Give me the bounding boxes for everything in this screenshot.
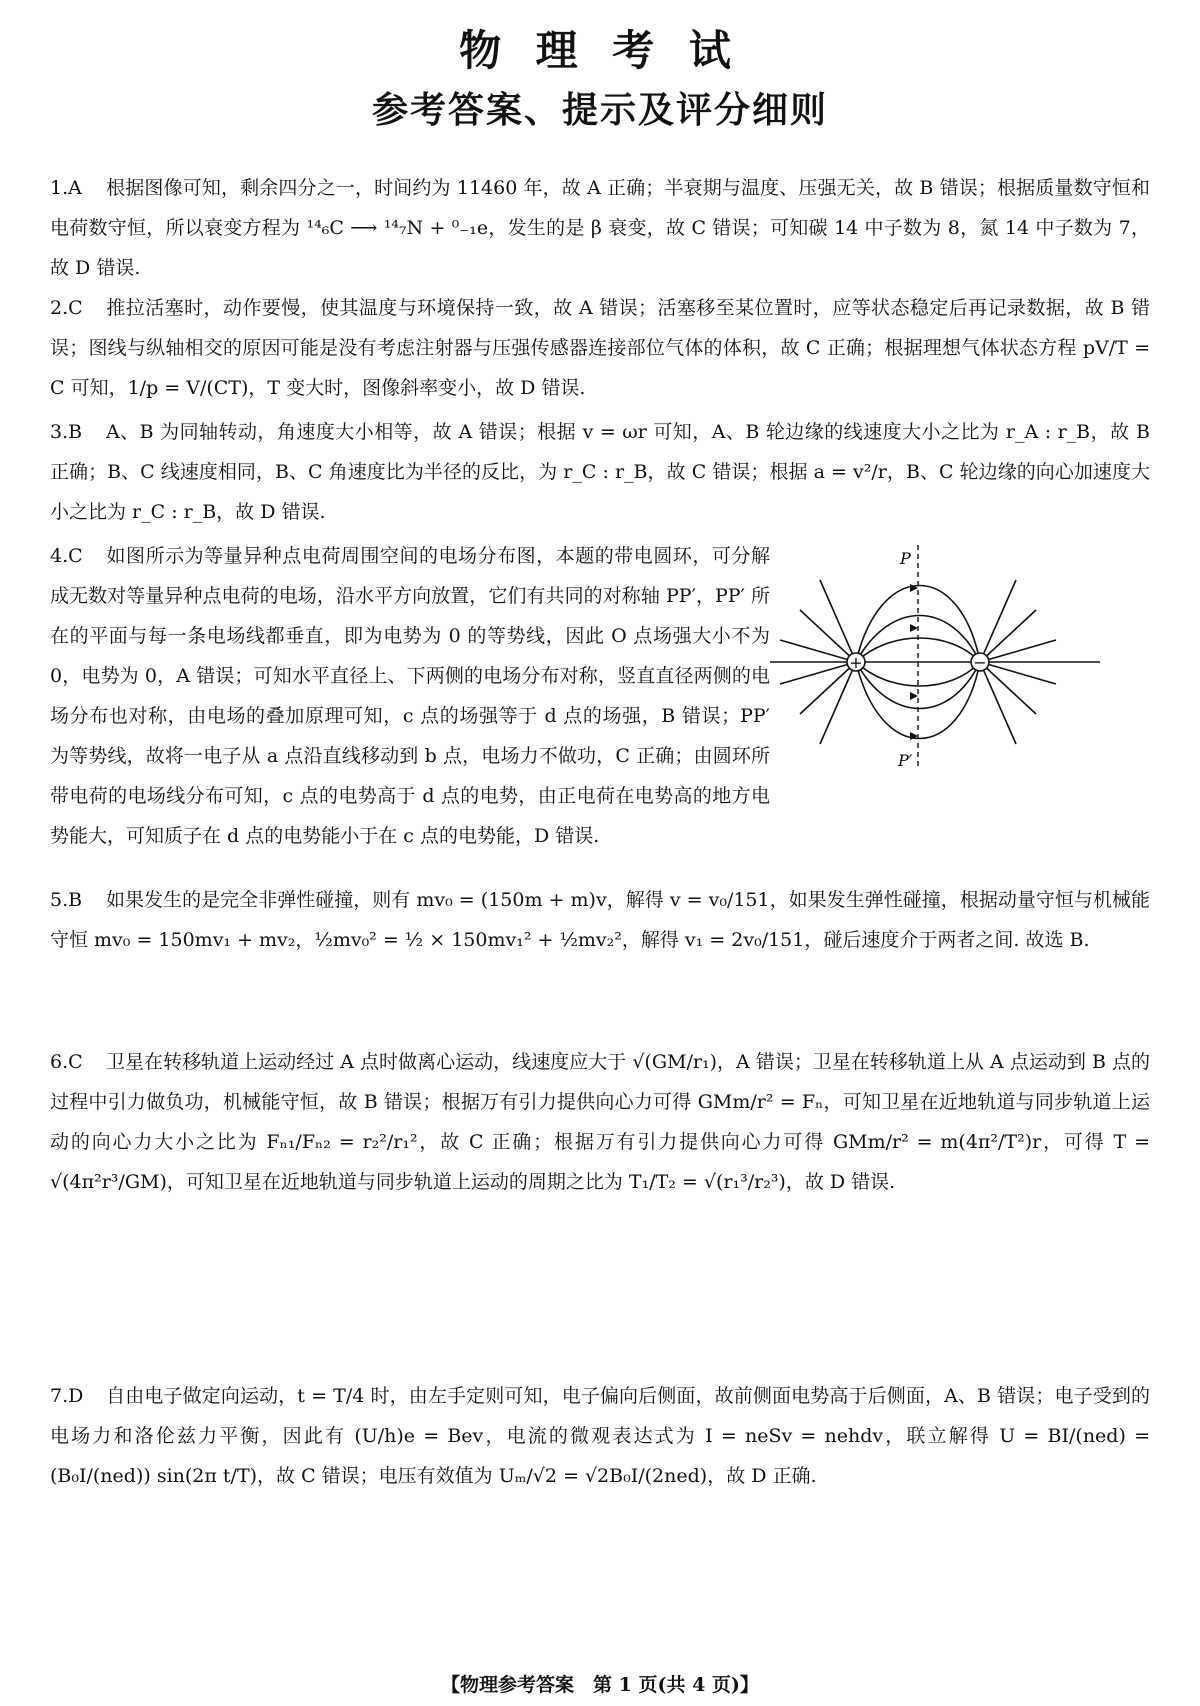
page-footer: 【物理参考答案 第 1 页(共 4 页)】 [441,1674,759,1696]
page-subtitle: 参考答案、提示及评分细则 [371,89,828,131]
answer-text: 根据图像可知，剩余四分之一，时间约为 11460 年，故 A 正确；半衰期与温度、压强无关，故 B 错误；根据质量数守恒和电荷数守恒，所以衰变方程为 ¹⁴₆C ⟶ ¹⁴₇N + ⁰₋₁e，发生的是 β 衰变，故 C 错误；可知碳 14 中子数为 8，氮 14 中子数为 7，故 D 错误. [50,177,1150,279]
label-p-prime: P′ [898,751,913,770]
negative-charge-label: − [973,653,987,672]
electric-field-diagram [770,540,1100,780]
label-p: P [900,549,911,568]
positive-charge-label: + [849,653,863,672]
answer-text: A、B 为同轴转动，角速度大小相等，故 A 错误；根据 v = ωr 可知，A、B 轮边缘的线速度大小之比为 r_A : r_B，故 B 正确；B、C 线速度相同，B、C 角速度比为半径的反比，为 r_C : r_B，故 C 错误；根据 a = v²/r，B、C 轮边缘的向心加速度大小之比为 r_C : r_B，故 D 错误. [50,421,1150,523]
answer-number: 2.C [50,297,83,319]
answer-number: 6.C [50,1051,83,1073]
answer-number: 4.C [50,545,83,567]
answer-text: 如果发生的是完全非弹性碰撞，则有 mv₀ = (150m + m)v，解得 v = v₀/151，如果发生弹性碰撞，根据动量守恒与机械能守恒 mv₀ = 150mv₁ + mv₂，½mv₀² = ½ × 150mv₁² + ½mv₂²，解得 v₁ = 2v₀/151，碰后速度介于两者之间. 故选 B. [50,889,1150,951]
answer-text: 自由电子做定向运动，t = T/4 时，由左手定则可知，电子偏向后侧面，故前侧面电势高于后侧面，A、B 错误；电子受到的电场力和洛伦兹力平衡，因此有 (U/h)e = Bev，电流的微观表达式为 I = neSv = nehdv，联立解得 U = BI/(ned) = (B₀I/(ned)) sin(2π t/T)，故 C 错误；电压有效值为 Uₘ/√2 = √2B₀I/(2ned)，故 D 正确. [50,1385,1150,1487]
answer-5 [50,880,1150,960]
answer-number: 3.B [50,421,83,443]
answer-text: 卫星在转移轨道上运动经过 A 点时做离心运动，线速度应大于 √(GM/r₁)，A 错误；卫星在转移轨道上从 A 点运动到 B 点的过程中引力做负功，机械能守恒，故 B 错误；根据万有引力提供向心力可得 GMm/r² = Fₙ，可知卫星在近地轨道与同步轨道上运动的向心力大小之比为 Fₙ₁/Fₙ₂ = r₂²/r₁²，故 C 正确；根据万有引力提供向心力可得 GMm/r² = m(4π²/T²)r，可得 T = √(4π²r³/GM)，可知卫星在近地轨道与同步轨道上运动的周期之比为 T₁/T₂ = √(r₁³/r₂³)，故 D 错误. [50,1051,1150,1193]
answer-6 [50,1042,1150,1202]
answer-number: 7.D [50,1385,84,1407]
answer-2 [50,288,1150,408]
answer-number: 5.B [50,889,83,911]
answer-text: 推拉活塞时，动作要慢，使其温度与环境保持一致，故 A 错误；活塞移至某位置时，应等状态稳定后再记录数据，故 B 错误；图线与纵轴相交的原因可能是没有考虑注射器与压强传感器连接部位气体的体积，故 C 正确；根据理想气体状态方程 pV/T = C 可知，1/p = V/(CT)，T 变大时，图像斜率变小，故 D 错误. [50,297,1150,399]
answer-number: 1.A [50,177,82,199]
answer-7 [50,1376,1150,1496]
page-title: 物 理 考 试 [459,26,741,75]
answer-1 [50,168,1150,288]
answer-3 [50,412,1150,532]
answer-text: 如图所示为等量异种点电荷周围空间的电场分布图，本题的带电圆环，可分解成无数对等量异种点电荷的电场，沿水平方向放置，它们有共同的对称轴 PP′，PP′ 所在的平面与每一条电场线都垂直，即为电势为 0 的等势线，因此 O 点场强大小不为 0，电势为 0，A 错误；可知水平直径上、下两侧的电场分布对称，竖直直径两侧的电场分布也对称，由电场的叠加原理可知，c 点的场强等于 d 点的场强，B 错误；PP′ 为等势线，故将一电子从 a 点沿直线移动到 b 点，电场力不做功，C 正确；由圆环所带电荷的电场线分布可知，c 点的电势高于 d 点的电势，由正电荷在电势高的地方电势能大，可知质子在 d 点的电势能小于在 c 点的电势能，D 错误. [50,545,770,847]
